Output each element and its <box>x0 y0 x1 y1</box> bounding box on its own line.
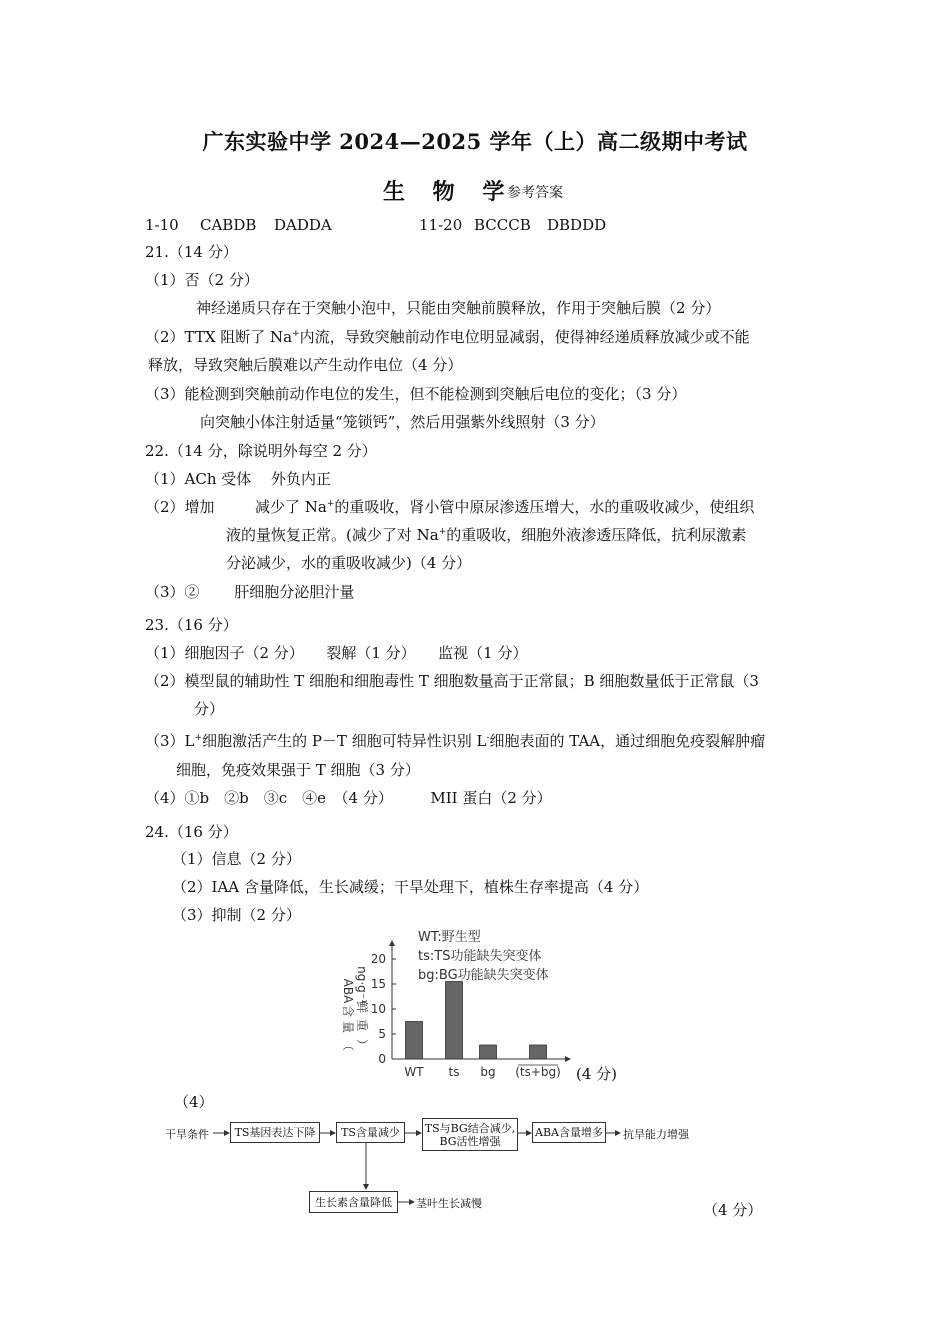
chart-x-label: bg <box>480 1065 496 1079</box>
q23-answer-3-mid: 细胞激活产生的 P－T 细胞可特异性识别 L <box>202 732 487 750</box>
flow-end: 抗旱能力增强 <box>623 1128 689 1141</box>
q24-heading: 24.（16 分） <box>145 823 238 841</box>
chart-y-tick-label: 15 <box>370 977 386 991</box>
q22-answer-2b-post: 的重吸收，细胞外液渗透压降低，抗利尿激素 <box>446 526 747 544</box>
q24-answer-4-label: （4） <box>174 1093 214 1111</box>
answer-key-label: 参考答案 <box>507 185 563 201</box>
q22-answer-2a-pre: 减少了 Na <box>255 498 327 516</box>
chart-x-label: WT <box>404 1065 424 1079</box>
chart-y-axis-title: ） <box>355 1038 369 1052</box>
q22-answer-2a-post: 的重吸收，肾小管中原尿渗透压增大，水的重吸收减少，使组织 <box>334 498 755 516</box>
q23-answer-2-line1: （2）模型鼠的辅助性 T 细胞和细胞毒性 T 细胞数量高于正常鼠；B 细胞数量低于正常鼠（3 <box>145 672 759 690</box>
chart-y-axis-title: 鲜 <box>355 1000 369 1014</box>
choice-answers-1b: DADDA <box>274 216 332 234</box>
q23-answer-3-line2: 细胞，免疫效果强于 T 细胞（3 分） <box>176 761 420 779</box>
choice-range-2: 11-20 <box>419 216 463 234</box>
flow-score: （4 分） <box>703 1201 763 1219</box>
chart-y-axis-title: 重 <box>355 1018 369 1032</box>
choice-answers-1a: CABDB <box>200 216 257 234</box>
flow-box-ts-bg <box>422 1118 518 1151</box>
q24-answer-1: （1）信息（2 分） <box>172 850 301 868</box>
q23-answer-3-post: 细胞表面的 TAA，通过细胞免疫裂解肿瘤 <box>489 732 766 750</box>
chart-y-tick-label: 0 <box>378 1052 386 1066</box>
chart-y-axis-title: ABA <box>341 978 355 1004</box>
flow-end-2: 茎叶生长减慢 <box>416 1197 482 1210</box>
chart-legend-item: ts:TS功能缺失突变体 <box>418 949 542 964</box>
q22-answer-2b-pre: 液的量恢复正常。(减少了对 Na <box>226 526 439 544</box>
page-title: 广东实验中学 2024—2025 学年（上）高二级期中考试 <box>202 129 748 154</box>
q22-answer-2-line3: 分泌减少，水的重吸收减少)（4 分） <box>226 554 472 572</box>
chart-legend-item: WT:野生型 <box>418 930 481 945</box>
q23-answer-3-sup: + <box>194 733 203 743</box>
q21-answer-3: （3）能检测到突触前动作电位的发生，但不能检测到突触后电位的变化；（3 分） <box>145 385 687 403</box>
choice-answers-2b: DBDDD <box>547 216 607 234</box>
q22-answer-1: （1）ACh 受体 外负内正 <box>145 470 332 488</box>
chart-y-axis-title: 量 <box>341 1020 355 1034</box>
q23-answer-3-sup2: - <box>486 733 490 743</box>
flow-box-ts-bg-line1: TS与BG结合减少, <box>424 1121 516 1135</box>
q21-heading: 21.（14 分） <box>145 243 238 261</box>
q23-answer-1: （1）细胞因子（2 分） 裂解（1 分） 监视（1 分） <box>145 644 528 662</box>
q21-answer-1: （1）否（2 分） <box>145 271 259 289</box>
flow-box-auxin: 生长素含量降低 <box>309 1191 398 1213</box>
choice-range-1: 1-10 <box>145 216 179 234</box>
chart-score: (4 分) <box>576 1065 618 1083</box>
q21-answer-2-post: 内流，导致突触前动作电位明显减弱，使得神经递质释放减少或不能 <box>299 328 750 346</box>
q24-answer-3: （3）抑制（2 分） <box>172 906 301 924</box>
flow-box-aba: ABA含量增多 <box>532 1122 606 1143</box>
subject-title: 生 物 学 <box>383 179 515 205</box>
chart-y-tick-label: 10 <box>370 1002 386 1016</box>
q22-answer-2-label: （2）增加 <box>145 498 215 516</box>
chart-legend-item: bg:BG功能缺失突变体 <box>418 968 549 983</box>
chart-y-axis-title: ng·g⁻¹ <box>355 966 369 1004</box>
q23-answer-4: （4）①b ②b ③c ④e （4 分） MII 蛋白（2 分） <box>145 789 552 807</box>
flow-box-ts-content: TS含量减少 <box>336 1122 405 1143</box>
chart-y-tick-label: 20 <box>370 952 386 966</box>
flow-start: 干旱条件 <box>165 1128 209 1141</box>
flow-box-ts-expression: TS基因表达下降 <box>230 1122 320 1143</box>
chart-y-axis-title: 含 <box>341 1004 355 1018</box>
chart-y-axis-title: （ <box>341 1038 355 1052</box>
q22-answer-3: （3）② 肝细胞分泌胆汁量 <box>145 583 355 601</box>
flow-box-ts-bg-line2: BG活性增强 <box>439 1134 501 1148</box>
q22-answer-2b-sup: + <box>438 527 447 537</box>
q23-heading: 23.（16 分） <box>145 616 238 634</box>
q22-answer-2a-sup: + <box>326 499 335 509</box>
q21-answer-2-sup: + <box>292 329 300 339</box>
q21-answer-2-pre: （2）TTX 阻断了 Na <box>145 328 293 346</box>
choice-answers-2a: BCCCB <box>474 216 531 234</box>
q22-heading: 22.（14 分，除说明外每空 2 分） <box>145 442 377 460</box>
q24-answer-2: （2）IAA 含量降低，生长减缓；干旱处理下，植株生存率提高（4 分） <box>172 878 649 896</box>
q23-answer-2-line2: 分） <box>194 700 225 718</box>
q23-answer-3-pre: （3）L <box>145 732 195 750</box>
q21-answer-1-reason: 神经递质只存在于突触小泡中，只能由突触前膜释放，作用于突触后膜（2 分） <box>196 299 721 317</box>
chart-x-label: (ts+bg) <box>515 1065 561 1079</box>
chart-x-label: ts <box>448 1065 460 1079</box>
chart-y-tick-label: 5 <box>378 1027 386 1041</box>
q21-answer-2-line2: 释放，导致突触后膜难以产生动作电位（4 分） <box>148 356 463 374</box>
q21-answer-3-method: 向突触小体注射适量“笼锁钙”，然后用强紫外线照射（3 分） <box>200 413 605 431</box>
